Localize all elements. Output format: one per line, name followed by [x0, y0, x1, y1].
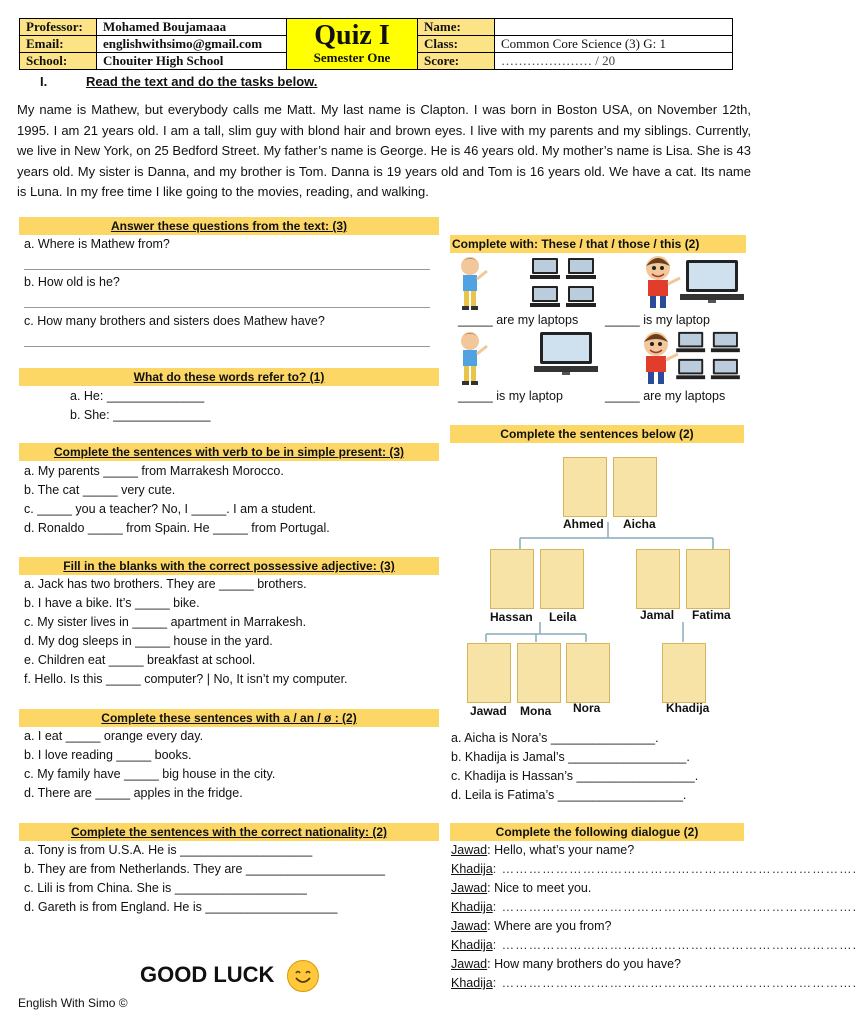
name-field[interactable]: [495, 19, 733, 36]
articles-d: d. There are _____ apples in the fridge.: [24, 786, 243, 800]
refer-she: b. She: ______________: [70, 408, 211, 422]
name-jamal: Jamal: [640, 608, 675, 622]
professor-label: Professor:: [20, 19, 97, 36]
articles-b: b. I love reading _____ books.: [24, 748, 192, 762]
dialogue-line-1: Jawad: Hello, what’s your name?: [451, 843, 635, 857]
family-a: a. Aicha is Nora’s _______________.: [451, 731, 659, 745]
email-value: englishwithsimo@gmail.com: [97, 36, 287, 53]
name-aicha: Aicha: [623, 517, 656, 531]
articles-title: Complete these sentences with a / an / ø : (2): [19, 709, 439, 727]
family-b: b. Khadija is Jamal’s _________________.: [451, 750, 690, 764]
demonstrative-2: _____ is my laptop: [605, 313, 710, 327]
four-laptops-icon: [530, 256, 598, 315]
tobe-a: a. My parents _____ from Marrakesh Morocco.: [24, 464, 284, 478]
professor-value: Mohamed Boujamaaa: [97, 19, 287, 36]
name-ahmed: Ahmed: [563, 517, 604, 531]
tobe-b: b. The cat _____ very cute.: [24, 483, 176, 497]
family-d: d. Leila is Fatima’s __________________.: [451, 788, 687, 802]
school-label: School:: [20, 53, 97, 70]
dialogue-line-4[interactable]: Khadija: …………………………………………………………………….: [451, 900, 857, 914]
answer-line-a[interactable]: [24, 269, 430, 270]
tobe-title: Complete the sentences with verb to be in simple present: (3): [19, 443, 439, 461]
question-c: c. How many brothers and sisters does Mathew have?: [24, 314, 325, 328]
dialogue-title: Complete the following dialogue (2): [450, 823, 744, 841]
dialogue-line-6[interactable]: Khadija: …………………………………………………………………….: [451, 938, 857, 952]
possessive-b: b. I have a bike. It’s _____ bike.: [24, 596, 200, 610]
name-label: Name:: [418, 19, 495, 36]
section-number: I.: [40, 74, 48, 89]
demonstrative-1: _____ are my laptops: [458, 313, 579, 327]
reading-paragraph: My name is Mathew, but everybody calls me Matt. My last name is Clapton. I was born in Boston USA, on November 12th, 1995. I am 21 years old. I am a tall, slim guy with blond hair and brown eyes. I live with my parents and my siblings. Currently, we live in New York, on 25 Bedford Street. My father’s name is George. He is 46 years old. My mother’s name is Lisa. She is 43 years old. My sister is Danna, and my brother is Tom. Danna is 19 years old and Tom is 16 years old. We have a cat. Its name is Luna. In my free time I like going to the movies, reading, and walking.: [17, 102, 751, 200]
possessive-d: d. My dog sleeps in _____ house in the yard.: [24, 634, 273, 648]
person-hassan: [490, 549, 534, 609]
boy-pointing-icon-2: [456, 330, 490, 389]
smiley-icon: [287, 960, 319, 992]
email-label: Email:: [20, 36, 97, 53]
nationality-b: b. They are from Netherlands. They are ____________________: [24, 862, 385, 876]
demonstratives-title: Complete with: These / that / those / this (2): [450, 235, 746, 253]
nationality-d: d. Gareth is from England. He is ___________________: [24, 900, 338, 914]
person-nora: [566, 643, 610, 703]
big-laptop-icon: [680, 258, 744, 309]
answer-line-c[interactable]: [24, 346, 430, 347]
dialogue-line-5: Jawad: Where are you from?: [451, 919, 612, 933]
person-aicha: [613, 457, 657, 517]
name-nora: Nora: [573, 701, 601, 715]
name-khadija: Khadija: [666, 701, 710, 715]
name-mona: Mona: [520, 704, 552, 718]
name-leila: Leila: [549, 610, 577, 624]
person-khadija: [662, 643, 706, 703]
footer-credit: English With Simo ©: [18, 996, 128, 1010]
big-laptop-icon-2: [534, 330, 598, 381]
possessive-a: a. Jack has two brothers. They are _____ brothers.: [24, 577, 307, 591]
question-b: b. How old is he?: [24, 275, 120, 289]
score-label: Score:: [418, 53, 495, 70]
person-jamal: [636, 549, 680, 609]
demonstrative-3: _____ is my laptop: [458, 389, 563, 403]
person-ahmed: [563, 457, 607, 517]
section-instruction: Read the text and do the tasks below.: [86, 74, 318, 89]
person-fatima: [686, 549, 730, 609]
nationality-title: Complete the sentences with the correct nationality: (2): [19, 823, 439, 841]
four-laptops-icon-2: [676, 330, 742, 387]
possessive-e: e. Children eat _____ breakfast at school.: [24, 653, 256, 667]
name-jawad: Jawad: [470, 704, 507, 718]
quiz-title: Quiz I: [314, 20, 390, 51]
questions-title: Answer these questions from the text: (3): [19, 217, 439, 235]
nationality-a: a. Tony is from U.S.A. He is ___________________: [24, 843, 313, 857]
school-value: Chouiter High School: [97, 53, 287, 70]
person-leila: [540, 549, 584, 609]
possessive-c: c. My sister lives in _____ apartment in Marrakesh.: [24, 615, 307, 629]
nationality-c: c. Lili is from China. She is ___________________: [24, 881, 307, 895]
articles-c: c. My family have _____ big house in the city.: [24, 767, 276, 781]
good-luck-text: GOOD LUCK: [140, 962, 275, 987]
header-table: [19, 18, 733, 70]
cartoon-boy-icon: [640, 254, 682, 313]
person-jawad: [467, 643, 511, 703]
quiz-title-box: [287, 19, 418, 70]
name-fatima: Fatima: [692, 608, 731, 622]
possessive-f: f. Hello. Is this _____ computer? | No, It isn’t my computer.: [24, 672, 348, 686]
tobe-c: c. _____ you a teacher? No, I _____. I am a student.: [24, 502, 316, 516]
dialogue-line-8[interactable]: Khadija: …………………………………………………………………….: [451, 976, 857, 990]
tobe-d: d. Ronaldo _____ from Spain. He _____ from Portugal.: [24, 521, 330, 535]
cartoon-boy-icon-2: [638, 330, 680, 389]
question-a: a. Where is Mathew from?: [24, 237, 170, 251]
refer-he: a. He: ______________: [70, 389, 205, 403]
person-mona: [517, 643, 561, 703]
score-field[interactable]: ………………… / 20: [495, 53, 733, 70]
refer-title: What do these words refer to? (1): [19, 368, 439, 386]
dialogue-line-2[interactable]: Khadija: …………………………………………………………………….: [451, 862, 857, 876]
class-value: Common Core Science (3) G: 1: [495, 36, 733, 53]
dialogue-line-7: Jawad: How many brothers do you have?: [451, 957, 681, 971]
answer-line-b[interactable]: [24, 307, 430, 308]
family-c: c. Khadija is Hassan’s _________________.: [451, 769, 699, 783]
possessive-title: Fill in the blanks with the correct possessive adjective: (3): [19, 557, 439, 575]
family-title: Complete the sentences below (2): [450, 425, 744, 443]
quiz-subtitle: Semester One: [313, 50, 391, 65]
boy-pointing-icon: [456, 255, 490, 314]
articles-a: a. I eat _____ orange every day.: [24, 729, 204, 743]
class-label: Class:: [418, 36, 495, 53]
name-hassan: Hassan: [490, 610, 533, 624]
demonstrative-4: _____ are my laptops: [605, 389, 726, 403]
dialogue-line-3: Jawad: Nice to meet you.: [451, 881, 592, 895]
